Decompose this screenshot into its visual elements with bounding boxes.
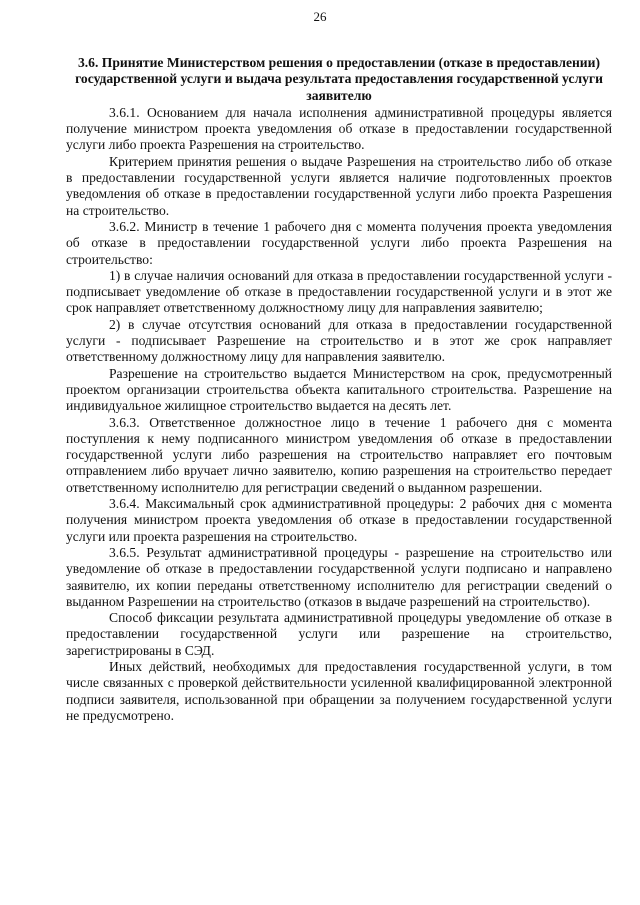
paragraph-3-6-5: 3.6.5. Результат административной процедуры - разрешение на строительство или уведомление об отказе в предоставлении государственной услуги подписано и направлено заявителю, их копии переданы ответственному исполнителю для регистрации сведений о выданном Разрешении на строительство (отказов в выдаче разрешений на строительство). [66, 544, 612, 609]
list-item-1: 1) в случае наличия оснований для отказа в предоставлении государственной услуги - подписывает уведомление об отказе в предоставлении государственной услуги и в этот же срок направляет ответственному должностному лицу для направления заявителю; [66, 267, 612, 316]
section-title: 3.6. Принятие Министерством решения о предоставлении (отказе в предоставлении) государственной услуги и выдача результата предоставления государственной услуги заявителю [75, 55, 603, 103]
paragraph-permit-term: Разрешение на строительство выдается Министерством на срок, предусмотренный проектом организации строительства объекта капитального строительства. Разрешение на индивидуальное жилищное строительство выдается на десять лет. [66, 365, 612, 414]
document-body [66, 55, 612, 724]
paragraph-3-6-1: 3.6.1. Основанием для начала исполнения административной процедуры является получение министром проекта уведомления об отказе в предоставлении государственной услуги либо проекта Разрешения на строительство. [66, 104, 612, 153]
list-item-2: 2) в случае отсутствия оснований для отказа в предоставлении государственной услуги - подписывает Разрешение на строительство и в этот же срок направляет ответственному должностному лицу для направления заявителю. [66, 316, 612, 365]
paragraph-3-6-3: 3.6.3. Ответственное должностное лицо в течение 1 рабочего дня с момента поступления к нему подписанного министром уведомления об отказе в предоставлении государственной услуги либо разрешения на строительство направляет его почтовым отправлением либо вручает лично заявителю, копию разрешения на строительство передает ответственному исполнителю для регистрации сведений о выданном разрешении. [66, 414, 612, 495]
paragraph-3-6-4: 3.6.4. Максимальный срок административной процедуры: 2 рабочих дня с момента получения министром проекта уведомления об отказе в предоставлении государственной услуги или проекта разрешения на строительство. [66, 496, 612, 544]
paragraph-3-6-2: 3.6.2. Министр в течение 1 рабочего дня с момента получения проекта уведомления об отказе в предоставлении государственной услуги либо проекта Разрешения на строительство: [66, 218, 612, 267]
paragraph-other-actions: Иных действий, необходимых для предоставления государственной услуги, в том числе связанных с проверкой действительности усиленной квалифицированной электронной подписи заявителя, использованной при обращении за получением государственной услуги не предусмотрено. [66, 658, 612, 723]
page-number: 26 [313, 9, 327, 24]
paragraph-fixation: Способ фиксации результата административной процедуры уведомление об отказе в предоставлении государственной услуги или разрешение на строительство, зарегистрированы в СЭД. [66, 610, 612, 658]
paragraph-criterion: Критерием принятия решения о выдаче Разрешения на строительство либо об отказе в предоставлении государственной услуги является наличие подготовленных проектов уведомления об отказе в предоставлении государственной услуги либо проекта Разрешения на строительство. [66, 153, 612, 218]
